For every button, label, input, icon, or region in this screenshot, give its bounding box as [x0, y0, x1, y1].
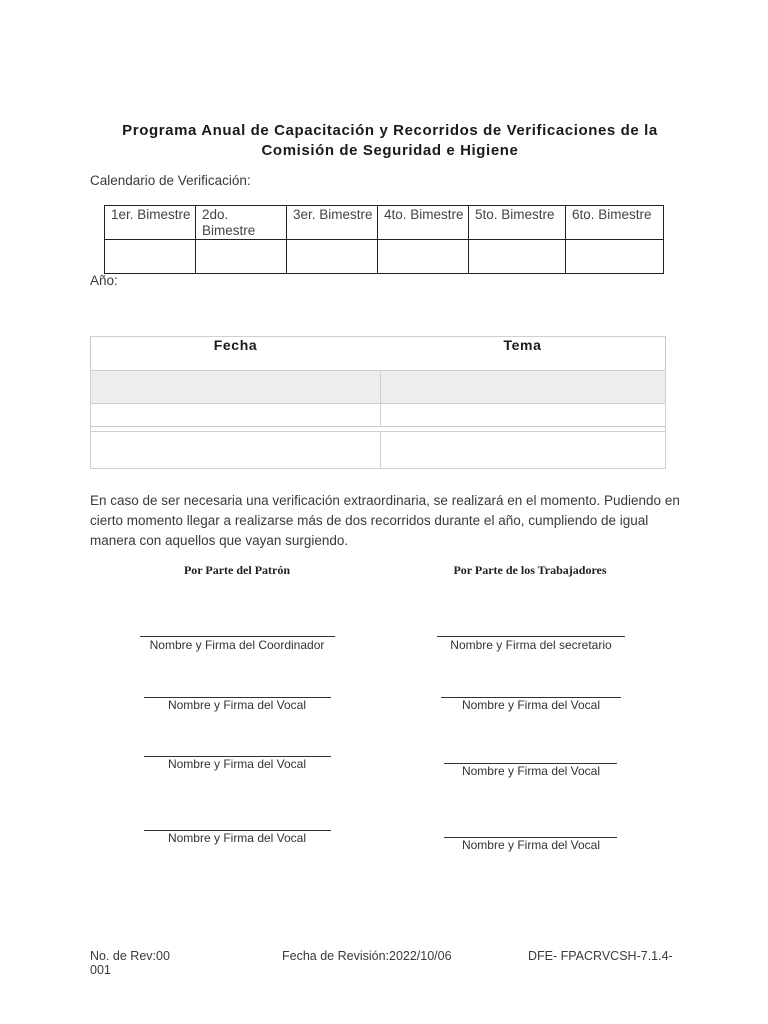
signature-caption-coordinator: Nombre y Firma del Coordinador — [149, 638, 325, 652]
signature-caption-vocal: Nombre y Firma del Vocal — [461, 764, 601, 778]
bimester-value-1 — [105, 240, 196, 274]
signature-caption-vocal: Nombre y Firma del Vocal — [167, 757, 307, 771]
year-label: Año: — [90, 273, 118, 288]
schedule-cell — [91, 404, 381, 427]
bimester-cell-6: 6to. Bimestre — [566, 206, 664, 240]
bimester-cell-5: 5to. Bimestre — [469, 206, 566, 240]
footer-revision-date: Fecha de Revisión:2022/10/06 — [282, 949, 452, 963]
schedule-cell — [380, 404, 666, 427]
schedule-cell — [380, 371, 666, 404]
bimester-value-3 — [287, 240, 378, 274]
workers-signatures-header: Por Parte de los Trabajadores — [453, 563, 607, 577]
footer-document-code: DFE- FPACRVCSH-7.1.4- — [528, 949, 673, 963]
column-header-tema: Tema — [380, 337, 666, 371]
extraordinary-verification-paragraph: En caso de ser necesaria una verificación extraordinaria, se realizará en el momento. Pudiendo en cierto momento llegar a realizarse más de dos recorridos durante el año, cumpliendo de igual manera con aquellos que vayan surgiendo. — [90, 493, 680, 548]
signature-line — [437, 636, 625, 637]
schedule-cell — [91, 432, 381, 469]
bimester-value-5 — [469, 240, 566, 274]
bimester-value-4 — [378, 240, 469, 274]
bimester-table — [104, 205, 664, 274]
bimester-value-6 — [566, 240, 664, 274]
signature-caption-secretary: Nombre y Firma del secretario — [450, 638, 612, 652]
footer-revision-number: No. de Rev:00 — [90, 949, 170, 963]
document-title-line-1: Programa Anual de Capacitación y Recorridos de Verificaciones de la — [122, 122, 658, 139]
bimester-cell-3: 3er. Bimestre — [287, 206, 378, 240]
signature-caption-vocal: Nombre y Firma del Vocal — [167, 698, 307, 712]
document-title-line-2: Comisión de Seguridad e Higiene — [261, 142, 519, 159]
signature-caption-vocal: Nombre y Firma del Vocal — [167, 831, 307, 845]
bimester-cell-4: 4to. Bimestre — [378, 206, 469, 240]
footer-revision-number-suffix: 001 — [90, 963, 111, 977]
schedule-cell — [380, 432, 666, 469]
calendar-label: Calendario de Verificación: — [90, 173, 251, 188]
bimester-value-2 — [196, 240, 287, 274]
bimester-cell-2: 2do. Bimestre — [196, 206, 287, 240]
signature-caption-vocal: Nombre y Firma del Vocal — [461, 698, 601, 712]
employer-signatures-header: Por Parte del Patrón — [183, 563, 291, 577]
schedule-table — [90, 336, 666, 469]
column-header-fecha: Fecha — [91, 337, 381, 371]
schedule-cell — [91, 371, 381, 404]
signature-line — [140, 636, 335, 637]
signature-caption-vocal: Nombre y Firma del Vocal — [461, 838, 601, 852]
bimester-cell-1: 1er. Bimestre — [105, 206, 196, 240]
